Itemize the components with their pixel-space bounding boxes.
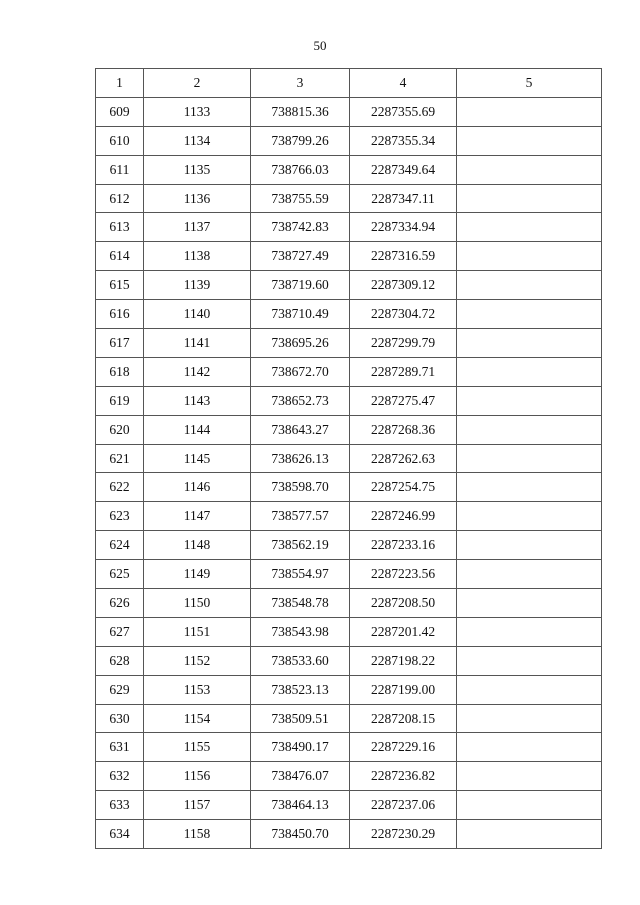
point-number-cell: 1150	[144, 589, 251, 618]
row-index-cell: 628	[96, 646, 144, 675]
note-cell	[457, 617, 602, 646]
x-coordinate-cell: 738626.13	[251, 444, 350, 473]
point-number-cell: 1141	[144, 329, 251, 358]
note-cell	[457, 213, 602, 242]
row-index-cell: 612	[96, 184, 144, 213]
note-cell	[457, 329, 602, 358]
table-row	[96, 617, 602, 646]
y-coordinate-cell: 2287316.59	[350, 242, 457, 271]
point-number-cell: 1156	[144, 762, 251, 791]
y-coordinate-cell: 2287355.69	[350, 97, 457, 126]
x-coordinate-cell: 738509.51	[251, 704, 350, 733]
point-number-cell: 1158	[144, 820, 251, 849]
row-index-cell: 632	[96, 762, 144, 791]
note-cell	[457, 386, 602, 415]
x-coordinate-cell: 738710.49	[251, 300, 350, 329]
note-cell	[457, 242, 602, 271]
point-number-cell: 1152	[144, 646, 251, 675]
x-coordinate-cell: 738543.98	[251, 617, 350, 646]
y-coordinate-cell: 2287275.47	[350, 386, 457, 415]
table-row	[96, 675, 602, 704]
column-header-5: 5	[457, 69, 602, 98]
row-index-cell: 619	[96, 386, 144, 415]
note-cell	[457, 300, 602, 329]
row-index-cell: 622	[96, 473, 144, 502]
y-coordinate-cell: 2287208.50	[350, 589, 457, 618]
point-number-cell: 1151	[144, 617, 251, 646]
page-number: 50	[313, 38, 327, 53]
x-coordinate-cell: 738742.83	[251, 213, 350, 242]
x-coordinate-cell: 738464.13	[251, 791, 350, 820]
point-number-cell: 1145	[144, 444, 251, 473]
note-cell	[457, 675, 602, 704]
note-cell	[457, 126, 602, 155]
table-row	[96, 300, 602, 329]
table-row	[96, 502, 602, 531]
table-row	[96, 126, 602, 155]
y-coordinate-cell: 2287299.79	[350, 329, 457, 358]
note-cell	[457, 762, 602, 791]
point-number-cell: 1147	[144, 502, 251, 531]
y-coordinate-cell: 2287355.34	[350, 126, 457, 155]
y-coordinate-cell: 2287229.16	[350, 733, 457, 762]
row-index-cell: 626	[96, 589, 144, 618]
x-coordinate-cell: 738598.70	[251, 473, 350, 502]
point-number-cell: 1138	[144, 242, 251, 271]
point-number-cell: 1149	[144, 560, 251, 589]
point-number-cell: 1144	[144, 415, 251, 444]
note-cell	[457, 97, 602, 126]
y-coordinate-cell: 2287201.42	[350, 617, 457, 646]
table-row	[96, 791, 602, 820]
row-index-cell: 616	[96, 300, 144, 329]
x-coordinate-cell: 738533.60	[251, 646, 350, 675]
point-number-cell: 1153	[144, 675, 251, 704]
point-number-cell: 1133	[144, 97, 251, 126]
table-row	[96, 97, 602, 126]
x-coordinate-cell: 738727.49	[251, 242, 350, 271]
note-cell	[457, 357, 602, 386]
table-row	[96, 415, 602, 444]
y-coordinate-cell: 2287208.15	[350, 704, 457, 733]
point-number-cell: 1142	[144, 357, 251, 386]
table-row	[96, 473, 602, 502]
table-row	[96, 762, 602, 791]
point-number-cell: 1139	[144, 271, 251, 300]
x-coordinate-cell: 738562.19	[251, 531, 350, 560]
note-cell	[457, 531, 602, 560]
note-cell	[457, 155, 602, 184]
table-row	[96, 820, 602, 849]
row-index-cell: 614	[96, 242, 144, 271]
note-cell	[457, 473, 602, 502]
column-header-4: 4	[350, 69, 457, 98]
y-coordinate-cell: 2287304.72	[350, 300, 457, 329]
y-coordinate-cell: 2287199.00	[350, 675, 457, 704]
y-coordinate-cell: 2287230.29	[350, 820, 457, 849]
row-index-cell: 620	[96, 415, 144, 444]
y-coordinate-cell: 2287236.82	[350, 762, 457, 791]
x-coordinate-cell: 738554.97	[251, 560, 350, 589]
y-coordinate-cell: 2287268.36	[350, 415, 457, 444]
y-coordinate-cell: 2287334.94	[350, 213, 457, 242]
row-index-cell: 623	[96, 502, 144, 531]
y-coordinate-cell: 2287349.64	[350, 155, 457, 184]
coordinates-table	[95, 68, 602, 849]
note-cell	[457, 502, 602, 531]
column-header-2: 2	[144, 69, 251, 98]
table-row	[96, 213, 602, 242]
y-coordinate-cell: 2287237.06	[350, 791, 457, 820]
x-coordinate-cell: 738523.13	[251, 675, 350, 704]
row-index-cell: 610	[96, 126, 144, 155]
y-coordinate-cell: 2287347.11	[350, 184, 457, 213]
point-number-cell: 1146	[144, 473, 251, 502]
y-coordinate-cell: 2287246.99	[350, 502, 457, 531]
note-cell	[457, 184, 602, 213]
y-coordinate-cell: 2287262.63	[350, 444, 457, 473]
table-row	[96, 242, 602, 271]
row-index-cell: 621	[96, 444, 144, 473]
note-cell	[457, 415, 602, 444]
table-body	[96, 97, 602, 848]
point-number-cell: 1143	[144, 386, 251, 415]
note-cell	[457, 791, 602, 820]
point-number-cell: 1134	[144, 126, 251, 155]
x-coordinate-cell: 738755.59	[251, 184, 350, 213]
point-number-cell: 1157	[144, 791, 251, 820]
x-coordinate-cell: 738476.07	[251, 762, 350, 791]
x-coordinate-cell: 738548.78	[251, 589, 350, 618]
row-index-cell: 627	[96, 617, 144, 646]
table-row	[96, 646, 602, 675]
row-index-cell: 634	[96, 820, 144, 849]
note-cell	[457, 589, 602, 618]
point-number-cell: 1137	[144, 213, 251, 242]
table-row	[96, 184, 602, 213]
note-cell	[457, 444, 602, 473]
row-index-cell: 633	[96, 791, 144, 820]
table-row	[96, 357, 602, 386]
point-number-cell: 1155	[144, 733, 251, 762]
x-coordinate-cell: 738643.27	[251, 415, 350, 444]
note-cell	[457, 271, 602, 300]
point-number-cell: 1135	[144, 155, 251, 184]
point-number-cell: 1154	[144, 704, 251, 733]
point-number-cell: 1140	[144, 300, 251, 329]
table-row	[96, 733, 602, 762]
y-coordinate-cell: 2287233.16	[350, 531, 457, 560]
row-index-cell: 617	[96, 329, 144, 358]
row-index-cell: 618	[96, 357, 144, 386]
x-coordinate-cell: 738815.36	[251, 97, 350, 126]
x-coordinate-cell: 738450.70	[251, 820, 350, 849]
y-coordinate-cell: 2287198.22	[350, 646, 457, 675]
row-index-cell: 631	[96, 733, 144, 762]
row-index-cell: 611	[96, 155, 144, 184]
y-coordinate-cell: 2287309.12	[350, 271, 457, 300]
row-index-cell: 613	[96, 213, 144, 242]
table-row	[96, 560, 602, 589]
x-coordinate-cell: 738719.60	[251, 271, 350, 300]
y-coordinate-cell: 2287223.56	[350, 560, 457, 589]
x-coordinate-cell: 738799.26	[251, 126, 350, 155]
y-coordinate-cell: 2287254.75	[350, 473, 457, 502]
row-index-cell: 630	[96, 704, 144, 733]
table-row	[96, 155, 602, 184]
note-cell	[457, 733, 602, 762]
row-index-cell: 625	[96, 560, 144, 589]
note-cell	[457, 704, 602, 733]
column-header-3: 3	[251, 69, 350, 98]
table-row	[96, 444, 602, 473]
table-row	[96, 531, 602, 560]
note-cell	[457, 560, 602, 589]
note-cell	[457, 646, 602, 675]
y-coordinate-cell: 2287289.71	[350, 357, 457, 386]
row-index-cell: 624	[96, 531, 144, 560]
x-coordinate-cell: 738672.70	[251, 357, 350, 386]
x-coordinate-cell: 738766.03	[251, 155, 350, 184]
point-number-cell: 1148	[144, 531, 251, 560]
point-number-cell: 1136	[144, 184, 251, 213]
table-row	[96, 386, 602, 415]
x-coordinate-cell: 738577.57	[251, 502, 350, 531]
table-row	[96, 704, 602, 733]
row-index-cell: 609	[96, 97, 144, 126]
row-index-cell: 615	[96, 271, 144, 300]
table-row	[96, 589, 602, 618]
x-coordinate-cell: 738695.26	[251, 329, 350, 358]
row-index-cell: 629	[96, 675, 144, 704]
table-row	[96, 329, 602, 358]
note-cell	[457, 820, 602, 849]
table-row	[96, 271, 602, 300]
x-coordinate-cell: 738652.73	[251, 386, 350, 415]
table-header-row	[96, 69, 602, 98]
column-header-1: 1	[96, 69, 144, 98]
x-coordinate-cell: 738490.17	[251, 733, 350, 762]
